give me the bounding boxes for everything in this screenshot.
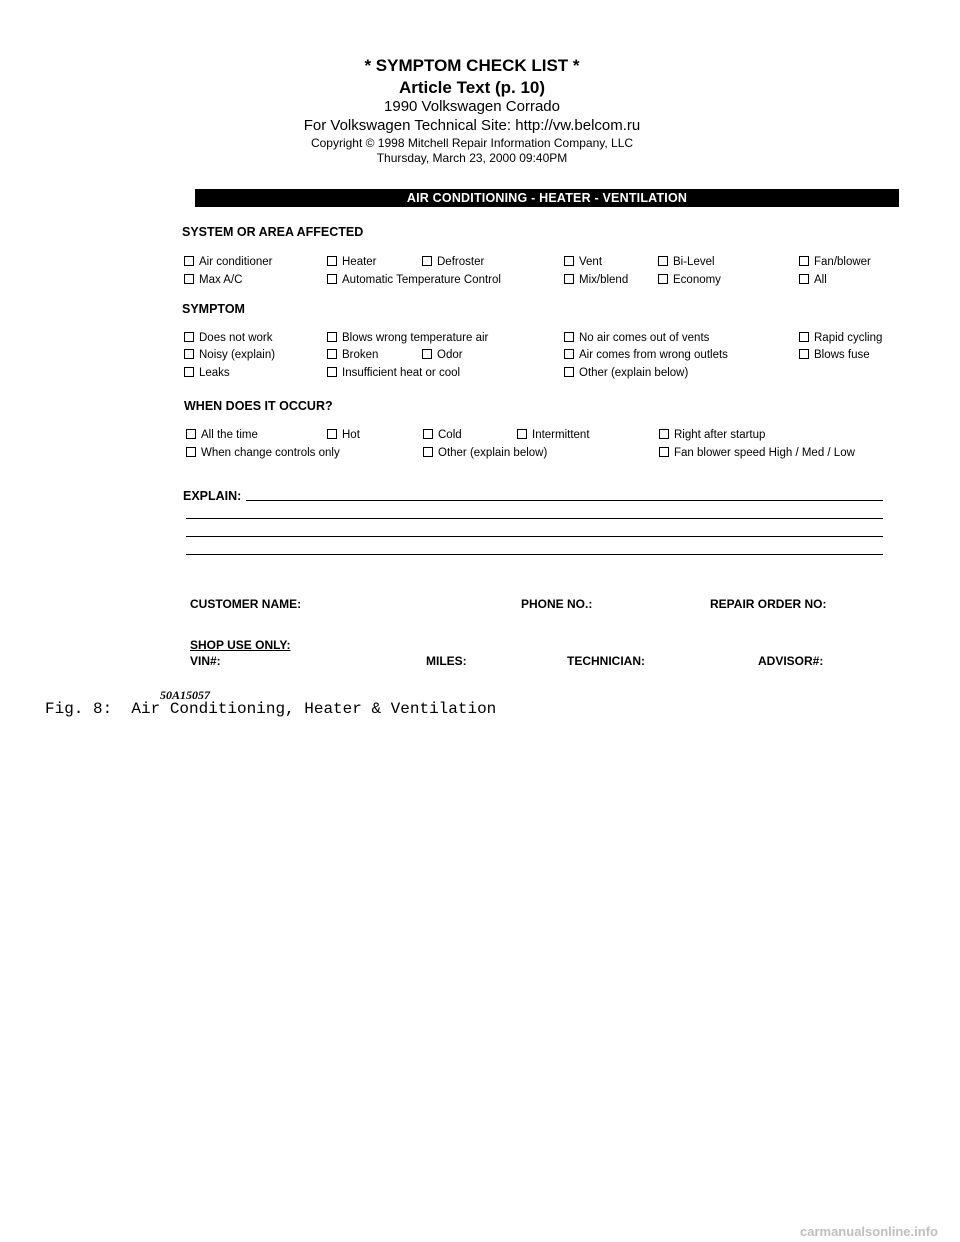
checkbox-icon: [184, 349, 194, 359]
checkbox-icon: [564, 332, 574, 342]
vin-label: VIN#:: [190, 654, 221, 668]
repair-order-label: REPAIR ORDER NO:: [710, 597, 827, 611]
checkbox-rapid-cycling[interactable]: Rapid cycling: [799, 331, 882, 345]
checkbox-does-not-work[interactable]: Does not work: [184, 331, 273, 345]
checkbox-noisy[interactable]: Noisy (explain): [184, 348, 275, 362]
checkbox-fan-blower[interactable]: Fan/blower: [799, 255, 871, 269]
section-banner: AIR CONDITIONING - HEATER - VENTILATION: [195, 189, 899, 207]
checkbox-air-wrong-outlets[interactable]: Air comes from wrong outlets: [564, 348, 728, 362]
checkbox-icon: [186, 447, 196, 457]
checkbox-icon: [564, 274, 574, 284]
vehicle-model: 1990 Volkswagen Corrado: [384, 98, 560, 115]
checkbox-leaks[interactable]: Leaks: [184, 366, 230, 380]
figure-caption: Fig. 8: Air Conditioning, Heater & Ventilation: [45, 700, 497, 718]
watermark[interactable]: carmanualsonline.info: [800, 1224, 938, 1239]
explain-line-2[interactable]: [186, 518, 883, 519]
checkbox-cold[interactable]: Cold: [423, 428, 462, 442]
checkbox-icon: [423, 429, 433, 439]
shop-use-label: SHOP USE ONLY:: [190, 638, 291, 652]
checkbox-icon: [423, 447, 433, 457]
checkbox-max-ac[interactable]: Max A/C: [184, 273, 242, 287]
page-title: * SYMPTOM CHECK LIST *: [364, 56, 580, 75]
checkbox-icon: [327, 349, 337, 359]
miles-label: MILES:: [426, 654, 467, 668]
checkbox-icon: [327, 367, 337, 377]
phone-label: PHONE NO.:: [521, 597, 593, 611]
checkbox-icon: [186, 429, 196, 439]
symptom-heading: SYMPTOM: [182, 302, 245, 316]
site-line: For Volkswagen Technical Site: http://vw.belcom.ru: [303, 117, 641, 134]
checkbox-hot[interactable]: Hot: [327, 428, 360, 442]
checkbox-air-conditioner[interactable]: Air conditioner: [184, 255, 273, 269]
checkbox-icon: [659, 429, 669, 439]
checkbox-icon: [422, 256, 432, 266]
checkbox-economy[interactable]: Economy: [658, 273, 721, 287]
checkbox-icon: [517, 429, 527, 439]
checkbox-icon: [659, 447, 669, 457]
checkbox-icon: [658, 274, 668, 284]
checkbox-occur-other[interactable]: Other (explain below): [423, 446, 547, 460]
date-line: Thursday, March 23, 2000 09:40PM: [376, 151, 568, 165]
advisor-label: ADVISOR#:: [758, 654, 824, 668]
checkbox-odor[interactable]: Odor: [422, 348, 463, 362]
checkbox-change-controls[interactable]: When change controls only: [186, 446, 340, 460]
checkbox-vent[interactable]: Vent: [564, 255, 602, 269]
checkbox-icon: [799, 349, 809, 359]
checkbox-automatic-temperature-control[interactable]: Automatic Temperature Control: [327, 273, 501, 287]
checkbox-all[interactable]: All: [799, 273, 827, 287]
explain-line-4[interactable]: [186, 554, 883, 555]
occur-heading: WHEN DOES IT OCCUR?: [184, 399, 333, 413]
checkbox-defroster[interactable]: Defroster: [422, 255, 484, 269]
checkbox-icon: [327, 429, 337, 439]
checkbox-icon: [184, 367, 194, 377]
checkbox-symptom-other[interactable]: Other (explain below): [564, 366, 688, 380]
checkbox-icon: [799, 256, 809, 266]
checkbox-insufficient-heat-cool[interactable]: Insufficient heat or cool: [327, 366, 460, 380]
explain-line-3[interactable]: [186, 536, 883, 537]
checkbox-icon: [184, 274, 194, 284]
checkbox-icon: [327, 256, 337, 266]
checkbox-blows-wrong-temperature-air[interactable]: Blows wrong temperature air: [327, 331, 488, 345]
checkbox-icon: [658, 256, 668, 266]
checkbox-right-after-startup[interactable]: Right after startup: [659, 428, 765, 442]
technician-label: TECHNICIAN:: [567, 654, 645, 668]
checkbox-heater[interactable]: Heater: [327, 255, 377, 269]
checkbox-icon: [564, 367, 574, 377]
checkbox-icon: [422, 349, 432, 359]
customer-name-label: CUSTOMER NAME:: [190, 597, 302, 611]
checkbox-broken[interactable]: Broken: [327, 348, 378, 362]
checkbox-icon: [564, 256, 574, 266]
checkbox-blows-fuse[interactable]: Blows fuse: [799, 348, 870, 362]
checkbox-intermittent[interactable]: Intermittent: [517, 428, 590, 442]
checkbox-icon: [184, 256, 194, 266]
checkbox-all-the-time[interactable]: All the time: [186, 428, 258, 442]
checkbox-icon: [327, 274, 337, 284]
checkbox-bi-level[interactable]: Bi-Level: [658, 255, 715, 269]
checkbox-icon: [327, 332, 337, 342]
explain-line-1[interactable]: [246, 500, 883, 501]
figure-code: 50A15057: [160, 688, 211, 702]
checkbox-icon: [564, 349, 574, 359]
copyright-line: Copyright © 1998 Mitchell Repair Information Company, LLC: [310, 136, 634, 150]
checkbox-icon: [184, 332, 194, 342]
checkbox-mix-blend[interactable]: Mix/blend: [564, 273, 628, 287]
checkbox-no-air-comes-out[interactable]: No air comes out of vents: [564, 331, 709, 345]
checkbox-fan-blower-speed[interactable]: Fan blower speed High / Med / Low: [659, 446, 855, 460]
checkbox-icon: [799, 332, 809, 342]
checkbox-icon: [799, 274, 809, 284]
explain-label: EXPLAIN:: [183, 489, 242, 503]
system-heading: SYSTEM OR AREA AFFECTED: [182, 225, 364, 239]
article-title: Article Text (p. 10): [398, 78, 546, 97]
